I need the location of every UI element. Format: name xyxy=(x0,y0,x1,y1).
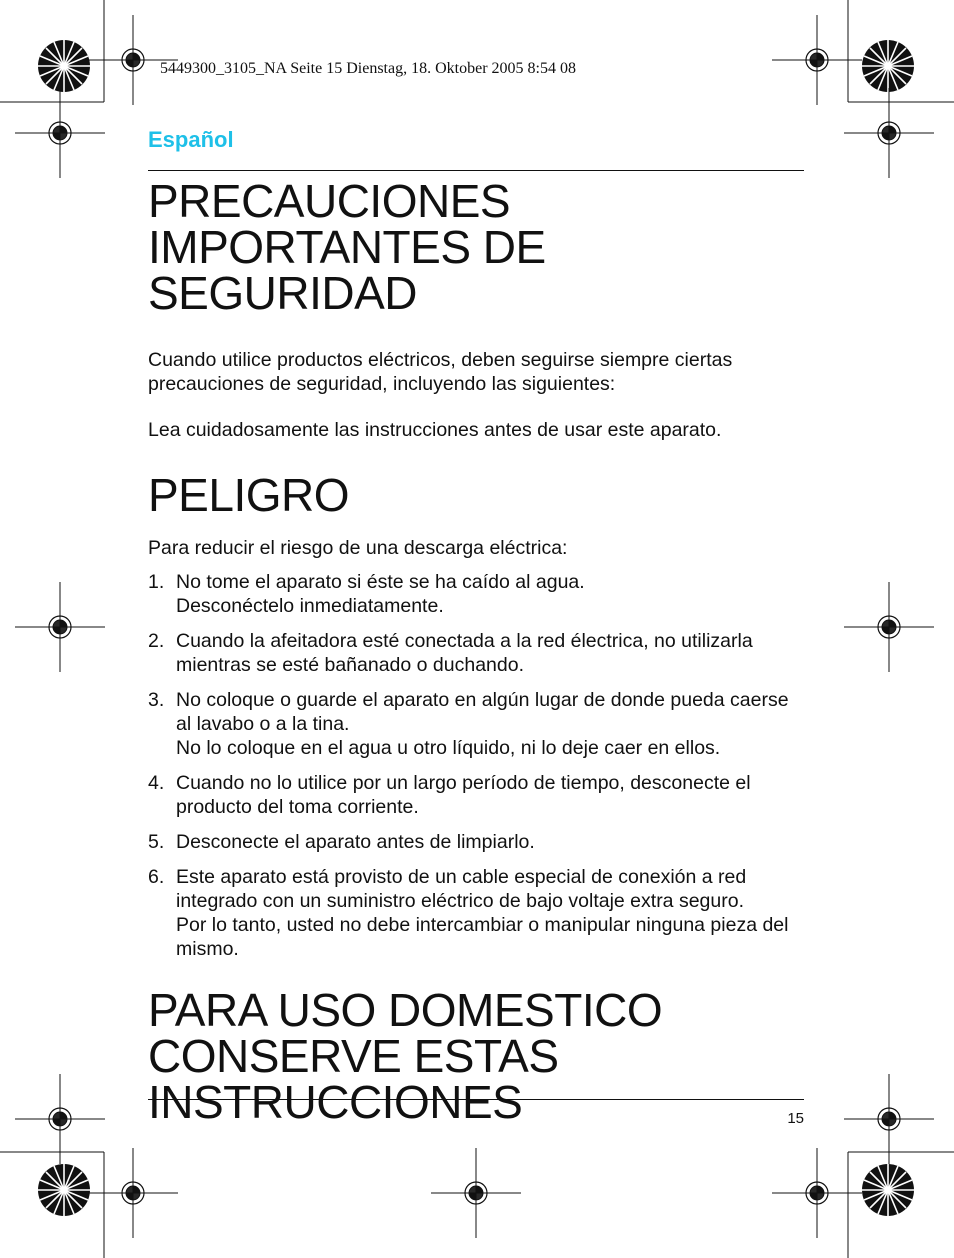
list-item: 2. Cuando la afeitadora esté conectada a la red électrica, no utilizarla mientras se esté bañanado o duchando. xyxy=(148,630,753,676)
list-item: 3. No coloque o guarde el aparato en algún lugar de donde pueda caerse al lavabo o a la tina. No lo coloque en el agua u otro líquido, ni lo deje caer en ellos. xyxy=(148,689,789,759)
list-item: 5. Desconecte el aparato antes de limpiarlo. xyxy=(148,831,535,853)
list-item: 4. Cuando no lo utilice por un largo período de tiempo, desconecte el producto del toma corriente. xyxy=(148,772,751,818)
printer-slug: 5449300_3105_NA Seite 15 Dienstag, 18. Oktober 2005 8:54 08 xyxy=(160,60,576,77)
top-divider xyxy=(148,170,804,171)
danger-intro: Para reducir el riesgo de una descarga eléctrica: xyxy=(148,537,568,559)
danger-list xyxy=(148,570,808,961)
list-item: 6. Este aparato está provisto de un cable especial de conexión a red integrado con un suministro eléctrico de bajo voltaje extra seguro. Por lo tanto, usted no debe intercambiar o manipular ninguna pieza del mismo. xyxy=(148,866,789,960)
read-instructions-note: Lea cuidadosamente las instrucciones antes de usar este aparato. xyxy=(148,419,722,441)
main-content xyxy=(148,175,808,1128)
danger-title: PELIGRO xyxy=(148,469,350,521)
closing-title: PARA USO DOMESTICO CONSERVE ESTAS INSTRUCCIONES xyxy=(148,984,663,1128)
language-heading: Español xyxy=(148,127,234,152)
page-number: 15 xyxy=(787,1110,804,1127)
safety-title: PRECAUCIONES IMPORTANTES DE SEGURIDAD xyxy=(148,175,546,319)
intro-paragraph: Cuando utilice productos eléctricos, deben seguirse siempre ciertas precauciones de seguridad, incluyendo las siguientes: xyxy=(148,349,733,395)
bottom-divider xyxy=(148,1099,804,1100)
list-item: 1. No tome el aparato si éste se ha caído al agua. Desconéctelo inmediatamente. xyxy=(148,571,585,617)
